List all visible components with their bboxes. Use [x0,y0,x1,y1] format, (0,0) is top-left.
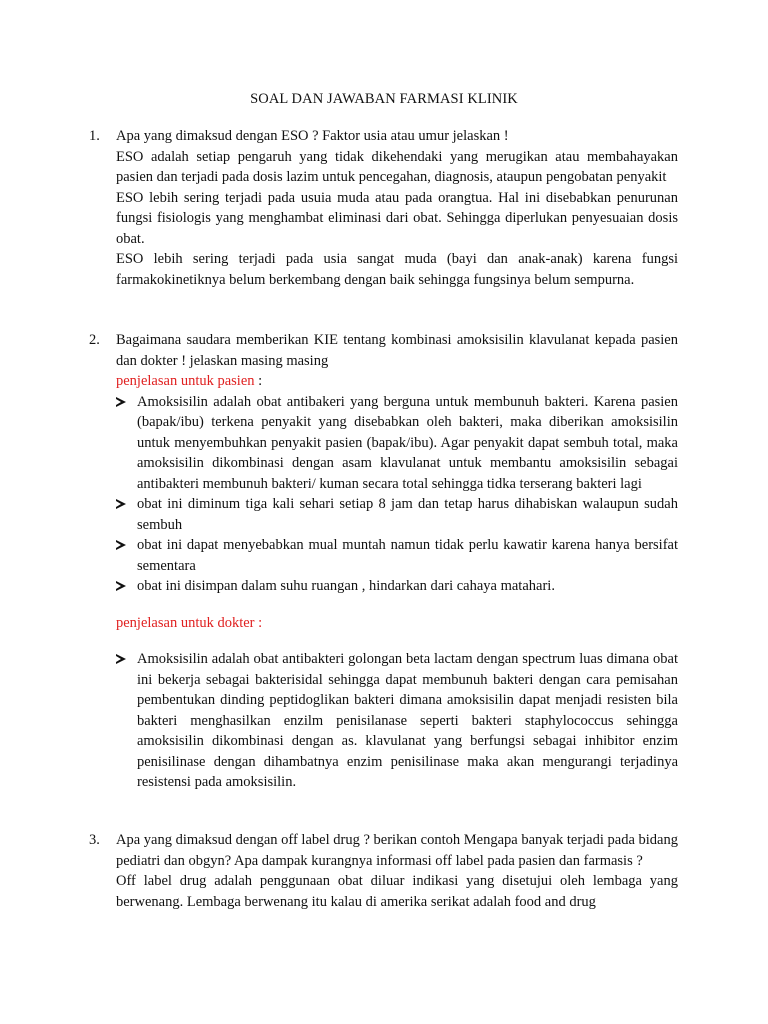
answer-paragraph: ESO lebih sering terjadi pada usia sangat muda (bayi dan anak-anak) karena fungsi farmakokinetiknya belum berkembang dengan baik sehingga fungsinya belum sempurna. [116,251,678,288]
pasien-label: penjelasan untuk pasien [116,373,255,389]
question-1 [89,126,678,290]
arrow-bullet-icon [116,540,126,550]
bullet-text: obat ini dapat menyebabkan mual muntah namun tidak perlu kawatir karena hanya bersifat sementara [137,537,678,574]
question-2 [89,330,678,793]
list-item [116,392,678,495]
arrow-bullet-icon [116,499,126,509]
pasien-heading [116,371,678,392]
dokter-heading: penjelasan untuk dokter : [116,614,263,631]
pasien-bullet-list [116,392,678,597]
answer-paragraph: ESO lebih sering terjadi pada usuia muda atau pada orangtua. Hal ini disebabkan penurunan fungsi fisiologis yang menghambat eliminasi dari obat. Sehingga diperlukan penyesuaian dosis obat. [116,189,678,247]
bullet-text: obat ini diminum tiga kali sehari setiap 8 jam dan tetap harus dihabiskan walaupun sudah sembuh [137,496,678,533]
pasien-colon: : [254,373,263,389]
question-3 [89,830,678,912]
question-number: 1. [89,128,100,144]
answer-paragraph: Off label drug adalah penggunaan obat diluar indikasi yang disetujui oleh lembaga yang berwenang. Lembaga berwenang itu kalau di amerika serikat adalah food and drug [116,873,678,910]
question-number: 2. [89,332,100,348]
list-item [116,535,678,576]
answer-paragraph: ESO adalah setiap pengaruh yang tidak dikehendaki yang merugikan atau membahayakan pasien dan terjadi pada dosis lazim untuk pencegahan, diagnosis, ataupun pengobatan penyakit [116,148,678,185]
question-text: Apa yang dimaksud dengan off label drug ? berikan contoh Mengapa banyak terjadi pada bidang pediatri dan obgyn? Apa dampak kurangnya informasi off label pada pasien dan farmasis ? [116,832,678,869]
document-title: SOAL DAN JAWABAN FARMASI KLINIK [250,91,518,107]
question-text: Bagaimana saudara memberikan KIE tentang kombinasi amoksisilin klavulanat kepada pasien dan dokter ! jelaskan masing masing [116,332,678,369]
question-number: 3. [89,832,100,848]
bullet-text: obat ini disimpan dalam suhu ruangan , hindarkan dari cahaya matahari. [137,578,555,594]
bullet-text: Amoksisilin adalah obat antibakteri golongan beta lactam dengan spectrum luas dimana obat ini bekerja sebagai bakterisidal sehingga dapat membunuh bakteri dengan cara pemisahan pembentukan dinding peptidoglikan bakteri dimana amoksisilin dapat menjadi resisten bila bakteri menghasilkan enzilm penisilanase seperti bakteri staphylococcus sehingga amoksisilin dikombinasi dengan as. klavulanat yang berfungsi sebagai inhibitor enzim penisilinase dengan dihambatnya enzim penisilinase maka akan mengurangi terjadinya resistensi pada amoksisilin. [137,651,678,790]
list-item [116,649,678,793]
dokter-bullet-list [116,649,678,793]
list-item [116,494,678,535]
list-item [116,576,678,597]
arrow-bullet-icon [116,397,126,407]
bullet-text: Amoksisilin adalah obat antibakeri yang berguna untuk membunuh bakteri. Karena pasien (bapak/ibu) terkena penyakit yang disebabkan oleh bakteri, maka diberikan amoksisilin untuk menyembuhkan penyakit pasien (bapak/ibu). Agar penyakit dapat sembuh total, maka amoksisilin dikombinasi dengan asam klavulanat untuk membantu amoksisilin sebagai antibakteri membunuh bakteri/ kuman secara total sehingga tidka terserang bakteri lagi [137,393,678,492]
question-text: Apa yang dimaksud dengan ESO ? Faktor usia atau umur jelaskan ! [116,128,509,144]
arrow-bullet-icon [116,654,126,664]
arrow-bullet-icon [116,581,126,591]
